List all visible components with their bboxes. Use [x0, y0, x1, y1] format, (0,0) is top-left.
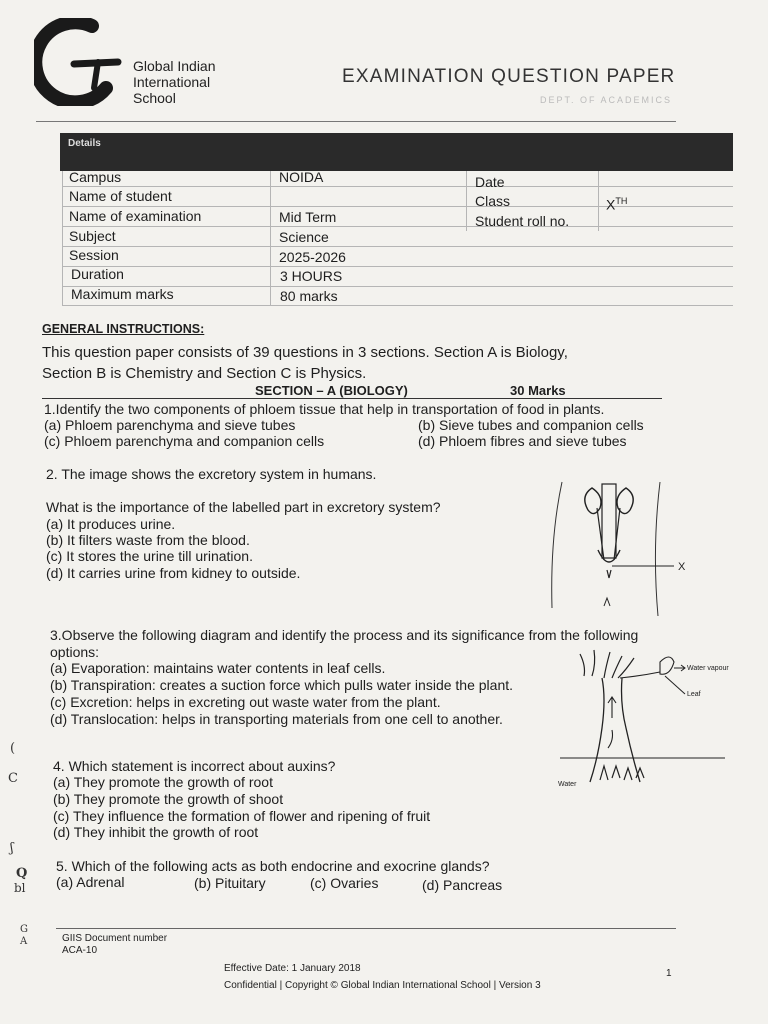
q5-option-b: (b) Pituitary	[194, 875, 266, 891]
margin-mark: bl	[14, 881, 26, 895]
school-name: Global Indian International School	[133, 58, 216, 106]
question-5: 5. Which of the following acts as both endocrine and exocrine glands?	[56, 858, 490, 874]
session-value: 2025-2026	[279, 249, 346, 265]
q4-option-a: (a) They promote the growth of root	[53, 774, 273, 790]
question-3-cont: options:	[50, 644, 100, 660]
subject-label: Subject	[69, 228, 116, 244]
table-border	[62, 171, 63, 305]
table-border	[62, 266, 733, 267]
q4-option-b: (b) They promote the growth of shoot	[53, 791, 284, 807]
q1-option-d: (d) Phloem fibres and sieve tubes	[418, 433, 627, 449]
q2-option-b: (b) It filters waste from the blood.	[46, 532, 250, 548]
q5-option-a: (a) Adrenal	[56, 874, 125, 890]
department-label: DEPT. OF ACADEMICS	[540, 95, 673, 105]
max-marks-label: Maximum marks	[71, 286, 174, 302]
margin-mark: A	[20, 936, 28, 947]
question-3: 3.Observe the following diagram and identify the process and its significance from the following	[50, 627, 639, 643]
diagram-label-water-vapour: Water vapour	[687, 665, 729, 672]
q3-option-a: (a) Evaporation: maintains water contents in leaf cells.	[50, 660, 386, 676]
details-bar: Details	[60, 133, 733, 171]
section-divider	[42, 398, 662, 399]
school-logo	[34, 18, 126, 106]
duration-value: 3 HOURS	[280, 268, 343, 284]
exam-name-label: Name of examination	[69, 208, 202, 224]
q4-option-d: (d) They inhibit the growth of root	[53, 824, 259, 840]
table-border	[62, 246, 733, 247]
exam-name-value: Mid Term	[279, 209, 337, 225]
page-title: EXAMINATION QUESTION PAPER	[342, 66, 676, 87]
q3-option-d: (d) Translocation: helps in transporting materials from one cell to another.	[50, 711, 503, 727]
class-value: XTH	[606, 196, 628, 213]
q5-option-c: (c) Ovaries	[310, 875, 379, 891]
table-border	[62, 226, 733, 227]
table-border	[62, 305, 733, 306]
q2-option-a: (a) It produces urine.	[46, 516, 176, 532]
effective-date: Effective Date: 1 January 2018	[224, 963, 361, 974]
q2-option-c: (c) It stores the urine till urination.	[46, 548, 253, 564]
doc-number: ACA-10	[62, 945, 98, 956]
q1-option-a: (a) Phloem parenchyma and sieve tubes	[44, 417, 296, 433]
student-name-label: Name of student	[69, 188, 172, 204]
page-number: 1	[666, 968, 672, 979]
roll-number-label: Student roll no.	[475, 213, 570, 229]
confidential-notice: Confidential | Copyright © Global Indian International School | Version 3	[224, 980, 541, 991]
q1-option-b: (b) Sieve tubes and companion cells	[418, 417, 644, 433]
question-4: 4. Which statement is incorrect about auxins?	[53, 758, 336, 774]
header-divider	[36, 121, 676, 122]
margin-mark: G	[20, 924, 28, 935]
q3-option-b: (b) Transpiration: creates a suction force which pulls water inside the plant.	[50, 677, 514, 693]
q5-option-d: (d) Pancreas	[422, 877, 503, 893]
campus-label: Campus	[69, 169, 122, 185]
instructions-heading: GENERAL INSTRUCTIONS:	[42, 322, 205, 336]
diagram-label-leaf: Leaf	[687, 691, 701, 698]
margin-mark: Q	[16, 866, 28, 881]
q3-option-c: (c) Excretion: helps in excreting out waste water from the plant.	[50, 694, 441, 710]
max-marks-value: 80 marks	[280, 288, 338, 304]
table-border	[466, 171, 467, 231]
table-border	[270, 171, 271, 305]
margin-mark: (	[10, 741, 16, 756]
section-marks: 30 Marks	[510, 383, 566, 398]
session-label: Session	[69, 247, 119, 263]
duration-label: Duration	[71, 266, 124, 282]
section-title: SECTION – A (BIOLOGY)	[255, 383, 408, 398]
question-2-sub: What is the importance of the labelled part in excretory system?	[46, 499, 441, 515]
subject-value: Science	[279, 229, 329, 245]
q2-option-d: (d) It carries urine from kidney to outside.	[46, 565, 301, 581]
doc-number-label: GIIS Document number	[62, 933, 168, 944]
diagram-label-water: Water	[558, 781, 577, 788]
transpiration-diagram	[550, 648, 745, 793]
date-label: Date	[475, 174, 505, 190]
question-1: 1.Identify the two components of phloem tissue that help in transportation of food in plants.	[44, 401, 605, 417]
diagram-label-x: X	[678, 561, 686, 573]
campus-value: NOIDA	[279, 169, 324, 185]
margin-mark: C	[8, 771, 18, 786]
class-label: Class	[475, 193, 511, 209]
footer-divider	[56, 928, 676, 929]
margin-mark: ʃ	[10, 841, 14, 856]
question-2: 2. The image shows the excretory system in humans.	[46, 466, 377, 482]
instructions-text: This question paper consists of 39 questions in 3 sections. Section A is Biology, Section B is Chemistry and Section C is Physics.	[42, 344, 568, 382]
q4-option-c: (c) They influence the formation of flower and ripening of fruit	[53, 808, 431, 824]
table-border	[598, 171, 599, 231]
excretory-system-diagram	[542, 478, 700, 618]
q1-option-c: (c) Phloem parenchyma and companion cells	[44, 433, 325, 449]
